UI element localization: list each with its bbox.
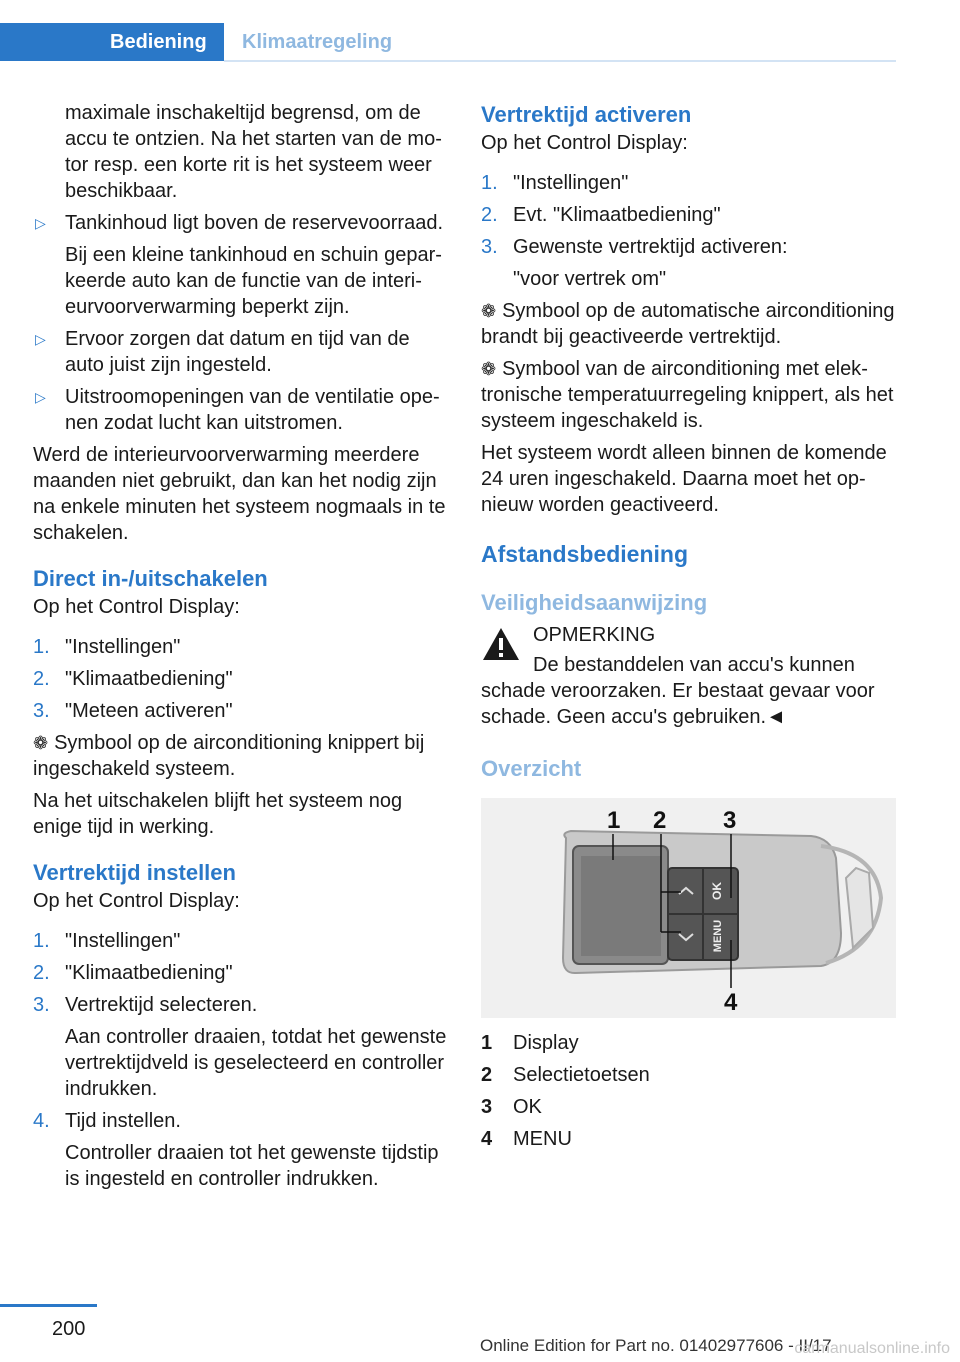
list-text: Vertrektijd selecteren.: [65, 994, 258, 1016]
list-text: Evt. "Klimaatbediening": [513, 204, 721, 226]
warning-text: [481, 652, 897, 730]
list-subtext: "voor vertrek om": [513, 268, 667, 290]
bullet-text: Tankinhoud ligt boven de reservevoorraad.: [65, 212, 444, 234]
list-number: 2.: [481, 204, 498, 226]
bullet-triangle-icon: ▷: [35, 331, 46, 347]
list-item: [33, 1108, 449, 1134]
list-text: "Instellingen": [65, 636, 181, 658]
list-text: Gewenste vertrektijd activeren:: [513, 236, 788, 258]
bullet-subtext: Bij een kleine tankinhoud en schuin geparkeerde auto kan de functie van de interieurvoorverwarming beperkt zijn.: [65, 244, 442, 318]
fan-icon: ❁: [33, 733, 49, 753]
list-number: 3.: [33, 700, 50, 722]
list-item: [481, 234, 897, 260]
heading-vertrektijd-activeren: Vertrektijd activeren: [481, 102, 692, 127]
legend-row: [481, 1126, 897, 1152]
list-item: [33, 928, 449, 954]
list-text: "Instellingen": [65, 930, 181, 952]
symbol-paragraph: [481, 356, 897, 434]
list-item: [481, 170, 897, 196]
fan-icon: ❁: [481, 301, 497, 321]
symbol-paragraph: [481, 298, 897, 350]
paragraph-not-used: Werd de interieurvoorverwarming meerdere maanden niet gebruikt, dan kan het nodig zijn na enkele minuten het systeem nogmaals in te schakelen.: [33, 444, 446, 544]
figure-callout-3: 3: [723, 807, 737, 834]
list-item: [33, 634, 449, 660]
list-number: 3.: [481, 236, 498, 258]
symbol-text: Symbool op de airconditioning knippert bij ingeschakeld systeem.: [33, 732, 425, 780]
warning-triangle-icon: [481, 626, 521, 662]
bullet-triangle-icon: ▷: [35, 389, 46, 405]
tab-bediening[interactable]: Bediening: [0, 23, 224, 61]
list-number: 3.: [33, 994, 50, 1016]
figure-callout-4: 4: [724, 989, 738, 1016]
tab-klimaatregeling[interactable]: Klimaatregeling: [224, 23, 896, 61]
list-subtext: Controller draaien tot het gewenste tijdstip is ingesteld en controller indrukken.: [65, 1142, 439, 1190]
figure-ok-label: OK: [710, 882, 724, 900]
bullet-text: Uitstroomopeningen van de ventilatie openen zodat lucht kan uitstromen.: [65, 386, 440, 434]
bullet-triangle-icon: ▷: [35, 215, 46, 231]
legend-text: Display: [513, 1032, 579, 1054]
figure-callout-2: 2: [653, 807, 667, 834]
heading-veiligheid: Veiligheidsaanwijzing: [481, 590, 708, 615]
list-item: [33, 992, 449, 1018]
remote-key-illustration: [481, 798, 896, 1018]
legend-number: 3: [481, 1096, 493, 1118]
symbol-text: Symbool van de airconditioning met elektronische temperatuurregeling knippert, als het systeem ingeschakeld is.: [481, 358, 894, 432]
list-text: "Instellingen": [513, 172, 629, 194]
warning-block: [481, 622, 897, 648]
legend-text: Selectietoetsen: [513, 1064, 650, 1086]
list-item: [33, 698, 449, 724]
page-number: 200: [52, 1318, 86, 1340]
list-number: 1.: [481, 172, 498, 194]
list-item: [481, 202, 897, 228]
figure-legend: [481, 1030, 897, 1152]
edition-text: Online Edition for Part no. 01402977606 - II/17: [480, 1336, 832, 1355]
legend-text: OK: [513, 1096, 542, 1118]
list-item: [33, 960, 449, 986]
intro-text: Op het Control Display:: [33, 890, 240, 912]
legend-row: [481, 1094, 897, 1120]
paragraph-24h: Het systeem wordt alleen binnen de komende 24 uren ingeschakeld. Daarna moet het opnieuw worden geactiveerd.: [481, 442, 887, 516]
list-number: 4.: [33, 1110, 50, 1132]
continued-paragraph: maximale inschakeltijd begrensd, om de accu te ontzien. Na het starten van de motor resp. een korte rit is het systeem weer beschikbaar.: [65, 102, 442, 202]
list-text: "Klimaatbediening": [65, 962, 233, 984]
list-number: 1.: [33, 636, 50, 658]
legend-number: 1: [481, 1032, 493, 1054]
left-column: [33, 100, 449, 1198]
list-number: 1.: [33, 930, 50, 952]
heading-afstandsbediening: Afstandsbediening: [481, 541, 689, 567]
watermark: carmanualsonline.info: [794, 1340, 950, 1357]
bullet-item: [33, 384, 449, 436]
list-text: "Meteen activeren": [65, 700, 233, 722]
heading-overzicht: Overzicht: [481, 756, 582, 781]
symbol-paragraph: [33, 730, 449, 782]
warning-text-content: De bestanddelen van accu's kunnen schade veroorzaken. Er bestaat gevaar voor schade. Geen accu's gebruiken.◄: [481, 654, 875, 728]
after-paragraph: Na het uitschakelen blijft het systeem nog enige tijd in werking.: [33, 790, 403, 838]
list-subtext: Aan controller draaien, totdat het gewenste vertrektijdveld is geselecteerd en controller indrukken.: [65, 1026, 447, 1100]
legend-row: [481, 1030, 897, 1056]
heading-vertrektijd-instellen: Vertrektijd instellen: [33, 860, 236, 885]
bullet-text: Ervoor zorgen dat datum en tijd van de auto juist zijn ingesteld.: [65, 328, 410, 376]
legend-number: 4: [481, 1128, 493, 1150]
header-divider: [224, 60, 896, 62]
symbol-text: Symbool op de automatische airconditioning brandt bij geactiveerde vertrektijd.: [481, 300, 895, 348]
list-item: [33, 666, 449, 692]
heading-direct: Direct in-/uitschakelen: [33, 566, 268, 591]
list-number: 2.: [33, 668, 50, 690]
legend-row: [481, 1062, 897, 1088]
remote-key-figure: [481, 798, 896, 1018]
legend-text: MENU: [513, 1128, 572, 1150]
warning-label: OPMERKING: [533, 624, 656, 646]
right-column: [481, 100, 897, 1158]
figure-callout-1: 1: [607, 807, 621, 834]
list-number: 2.: [33, 962, 50, 984]
footer-divider: [0, 1304, 97, 1307]
legend-number: 2: [481, 1064, 493, 1086]
fan-icon: ❁: [481, 359, 497, 379]
figure-menu-label: MENU: [712, 919, 724, 953]
intro-text: Op het Control Display:: [33, 596, 240, 618]
intro-text: Op het Control Display:: [481, 132, 688, 154]
list-text: Tijd instellen.: [65, 1110, 181, 1132]
bullet-item: [33, 210, 449, 236]
list-text: "Klimaatbediening": [65, 668, 233, 690]
bullet-item: [33, 326, 449, 378]
page-header: [0, 23, 896, 61]
